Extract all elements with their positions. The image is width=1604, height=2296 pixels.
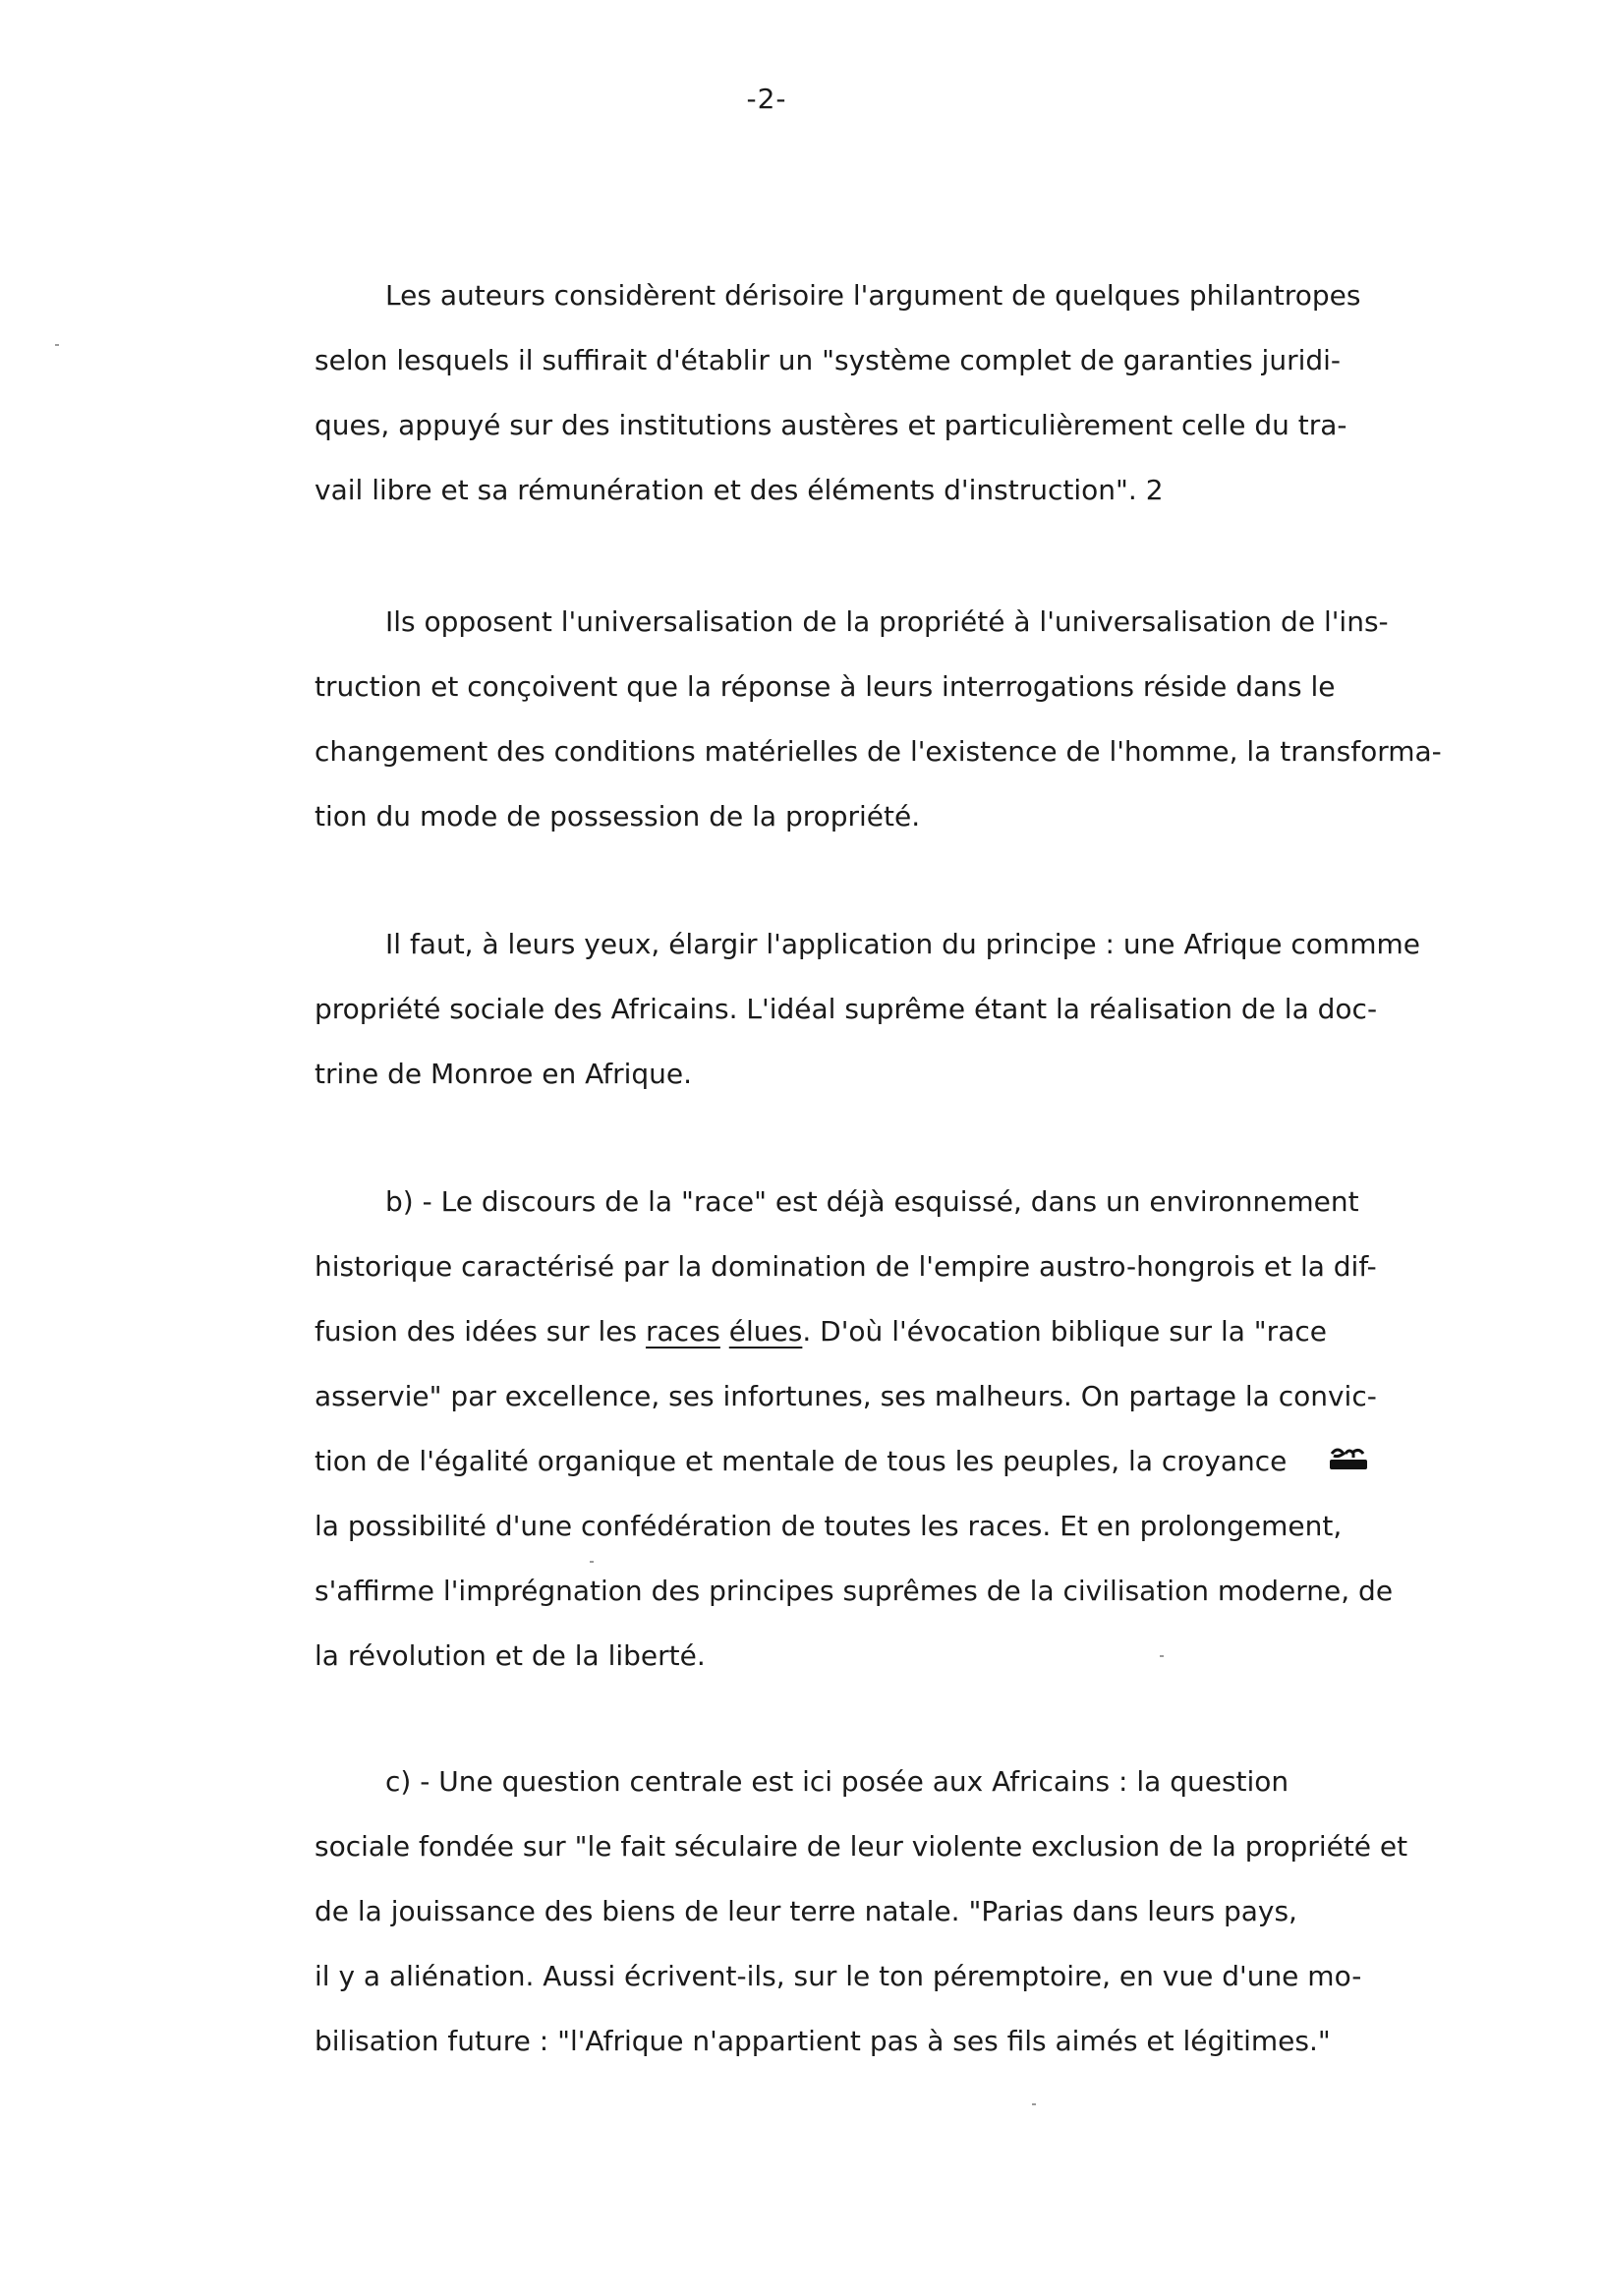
paragraph-line-text: fusion des idées sur les xyxy=(315,1315,646,1348)
paragraph-line: la révolution et de la liberté. xyxy=(315,1639,706,1672)
paragraph-line: sociale fondée sur "le fait séculaire de leur violente exclusion de la propriété et xyxy=(315,1830,1408,1863)
paragraph-line: truction et conçoivent que la réponse à leurs interrogations réside dans le xyxy=(315,670,1336,703)
paragraph-line-text: . D'où l'évocation biblique sur la "race xyxy=(802,1315,1327,1348)
paragraph-line: c) - Une question centrale est ici posée aux Africains : la question xyxy=(385,1765,1289,1798)
paragraph-line: de la jouissance des biens de leur terre natale. "Parias dans leurs pays, xyxy=(315,1895,1297,1927)
paragraph-line: propriété sociale des Africains. L'idéal suprême étant la réalisation de la doc- xyxy=(315,993,1378,1025)
paragraph-line: asservie" par excellence, ses infortunes, ses malheurs. On partage la convic- xyxy=(315,1380,1377,1412)
paragraph-line-text: tion de l'égalité organique et mentale de tous les peuples, la croyance xyxy=(315,1445,1288,1477)
paragraph-line: b) - Le discours de la "race" est déjà esquissé, dans un environnement xyxy=(385,1185,1359,1218)
paragraph-line: la possibilité d'une confédération de toutes les races. Et en prolongement, xyxy=(315,1510,1343,1542)
scan-speck xyxy=(1160,1655,1164,1657)
paragraph-line: selon lesquels il suffirait d'établir un "système complet de garanties juridi- xyxy=(315,344,1342,376)
paragraph-line: Les auteurs considèrent dérisoire l'argument de quelques philantropes xyxy=(385,279,1361,312)
scan-speck xyxy=(590,1561,594,1563)
underlined-word: races xyxy=(645,1315,720,1348)
page-number: -2- xyxy=(746,83,787,115)
paragraph-b xyxy=(315,1170,1533,1689)
paragraph-line: historique caractérisé par la domination de l'empire austro-hongrois et la dif- xyxy=(315,1250,1377,1283)
handwritten-insert-mark xyxy=(1326,1448,1371,1477)
paragraph-1 xyxy=(315,263,1533,523)
paragraph-line: trine de Monroe en Afrique. xyxy=(315,1058,693,1090)
paragraph-line: vail libre et sa rémunération et des éléments d'instruction". 2 xyxy=(315,474,1164,506)
paragraph-line-with-insert xyxy=(315,1429,1533,1494)
paragraph-line: tion du mode de possession de la propriété. xyxy=(315,800,921,832)
paragraph-2 xyxy=(315,590,1533,849)
handwritten-insert-graphic xyxy=(1326,1442,1371,1475)
paragraph-line-underlined xyxy=(315,1299,1533,1364)
paragraph-line: bilisation future : "l'Afrique n'appartient pas à ses fils aimés et légitimes." xyxy=(315,2025,1331,2057)
paragraph-line: s'affirme l'imprégnation des principes suprêmes de la civilisation moderne, de xyxy=(315,1575,1394,1607)
paragraph-c xyxy=(315,1750,1533,2074)
paragraph-line: ques, appuyé sur des institutions austères et particulièrement celle du tra- xyxy=(315,409,1347,441)
paragraph-line: changement des conditions matérielles de l'existence de l'homme, la transforma- xyxy=(315,735,1442,768)
paragraph-line: il y a aliénation. Aussi écrivent-ils, sur le ton péremptoire, en vue d'une mo- xyxy=(315,1960,1362,1992)
paragraph-3 xyxy=(315,912,1533,1107)
scan-speck xyxy=(1032,2103,1036,2105)
paragraph-line: Ils opposent l'universalisation de la propriété à l'universalisation de l'ins- xyxy=(385,605,1389,638)
underlined-word: élues xyxy=(728,1315,803,1348)
paragraph-line: Il faut, à leurs yeux, élargir l'application du principe : une Afrique commme xyxy=(385,928,1420,960)
scan-speck xyxy=(55,344,59,346)
